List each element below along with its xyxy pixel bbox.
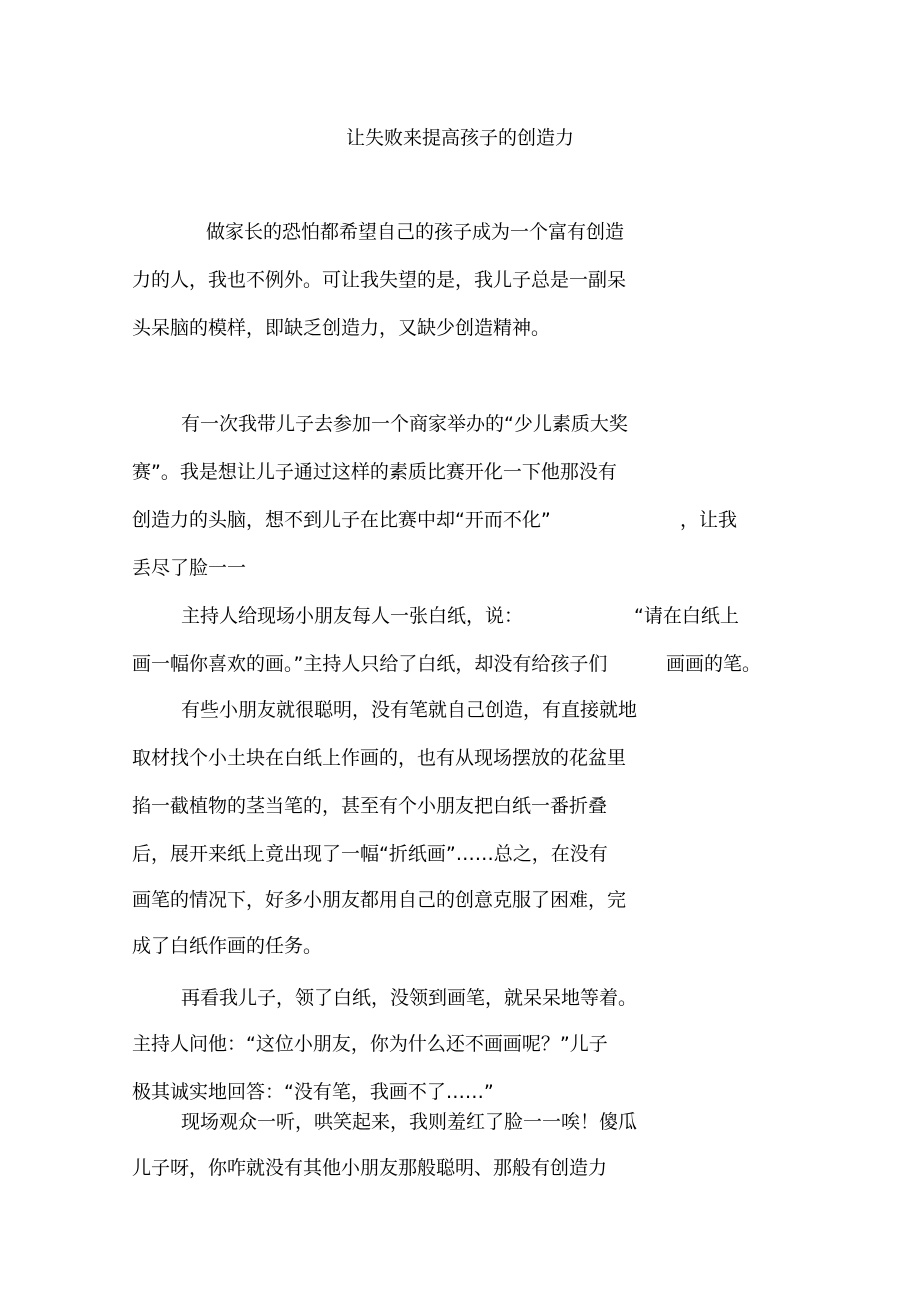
paragraph-line: 力的人，我也不例外。可让我失望的是，我儿子总是一副呆 (132, 269, 627, 291)
paragraph-line: 掐一截植物的茎当笔的，甚至有个小朋友把白纸一番折叠 (132, 795, 608, 817)
paragraph-line: 成了白纸作画的任务。 (132, 935, 323, 957)
paragraph-line: 有一次我带儿子去参加一个商家举办的“少儿素质大奖 (181, 413, 628, 435)
paragraph-line: 头呆脑的模样，即缺乏创造力，又缺少创造精神。 (132, 317, 551, 339)
paragraph-line-fragment: “请在白纸上 (634, 605, 739, 627)
paragraph-line: 极其诚实地回答：“没有笔，我画不了……” (132, 1081, 494, 1103)
paragraph-line: 做家长的恐怕都希望自己的孩子成为一个富有创造 (206, 221, 625, 243)
paragraph-line: 后，展开来纸上竟出现了一幅“折纸画”……总之，在没有 (132, 843, 608, 865)
paragraph-line: 现场观众一听，哄笑起来，我则羞红了脸一一唉！傻瓜 (181, 1111, 638, 1133)
paragraph-line-fragment: ，让我 (680, 509, 738, 531)
paragraph-line: 主持人给现场小朋友每人一张白纸，说： (181, 605, 524, 627)
paragraph-line: 赛”。我是想让儿子通过这样的素质比赛开化一下他那没有 (132, 461, 617, 483)
paragraph-line: 画一幅你喜欢的画。”主持人只给了白纸，却没有给孩子们 (132, 653, 608, 675)
paragraph-line: 再看我儿子，领了白纸，没领到画笔，就呆呆地等着。 (181, 987, 638, 1009)
paragraph-line: 有些小朋友就很聪明，没有笔就自己创造，有直接就地 (181, 699, 638, 721)
paragraph-line: 主持人问他：“这位小朋友，你为什么还不画画呢？”儿子 (132, 1033, 608, 1055)
paragraph-line: 儿子呀，你咋就没有其他小朋友那般聪明、那般有创造力 (132, 1157, 608, 1179)
paragraph-line-fragment: 画画的笔。 (666, 653, 762, 675)
paragraph-line: 取材找个小土块在白纸上作画的，也有从现场摆放的花盆里 (132, 747, 627, 769)
paragraph-line: 丢尽了脸一一 (132, 557, 247, 579)
paragraph-line: 创造力的头脑，想不到儿子在比赛中却“开而不化” (132, 509, 551, 531)
document-title: 让失败来提高孩子的创造力 (345, 127, 574, 149)
paragraph-line: 画笔的情况下，好多小朋友都用自己的创意克服了困难，完 (132, 889, 627, 911)
